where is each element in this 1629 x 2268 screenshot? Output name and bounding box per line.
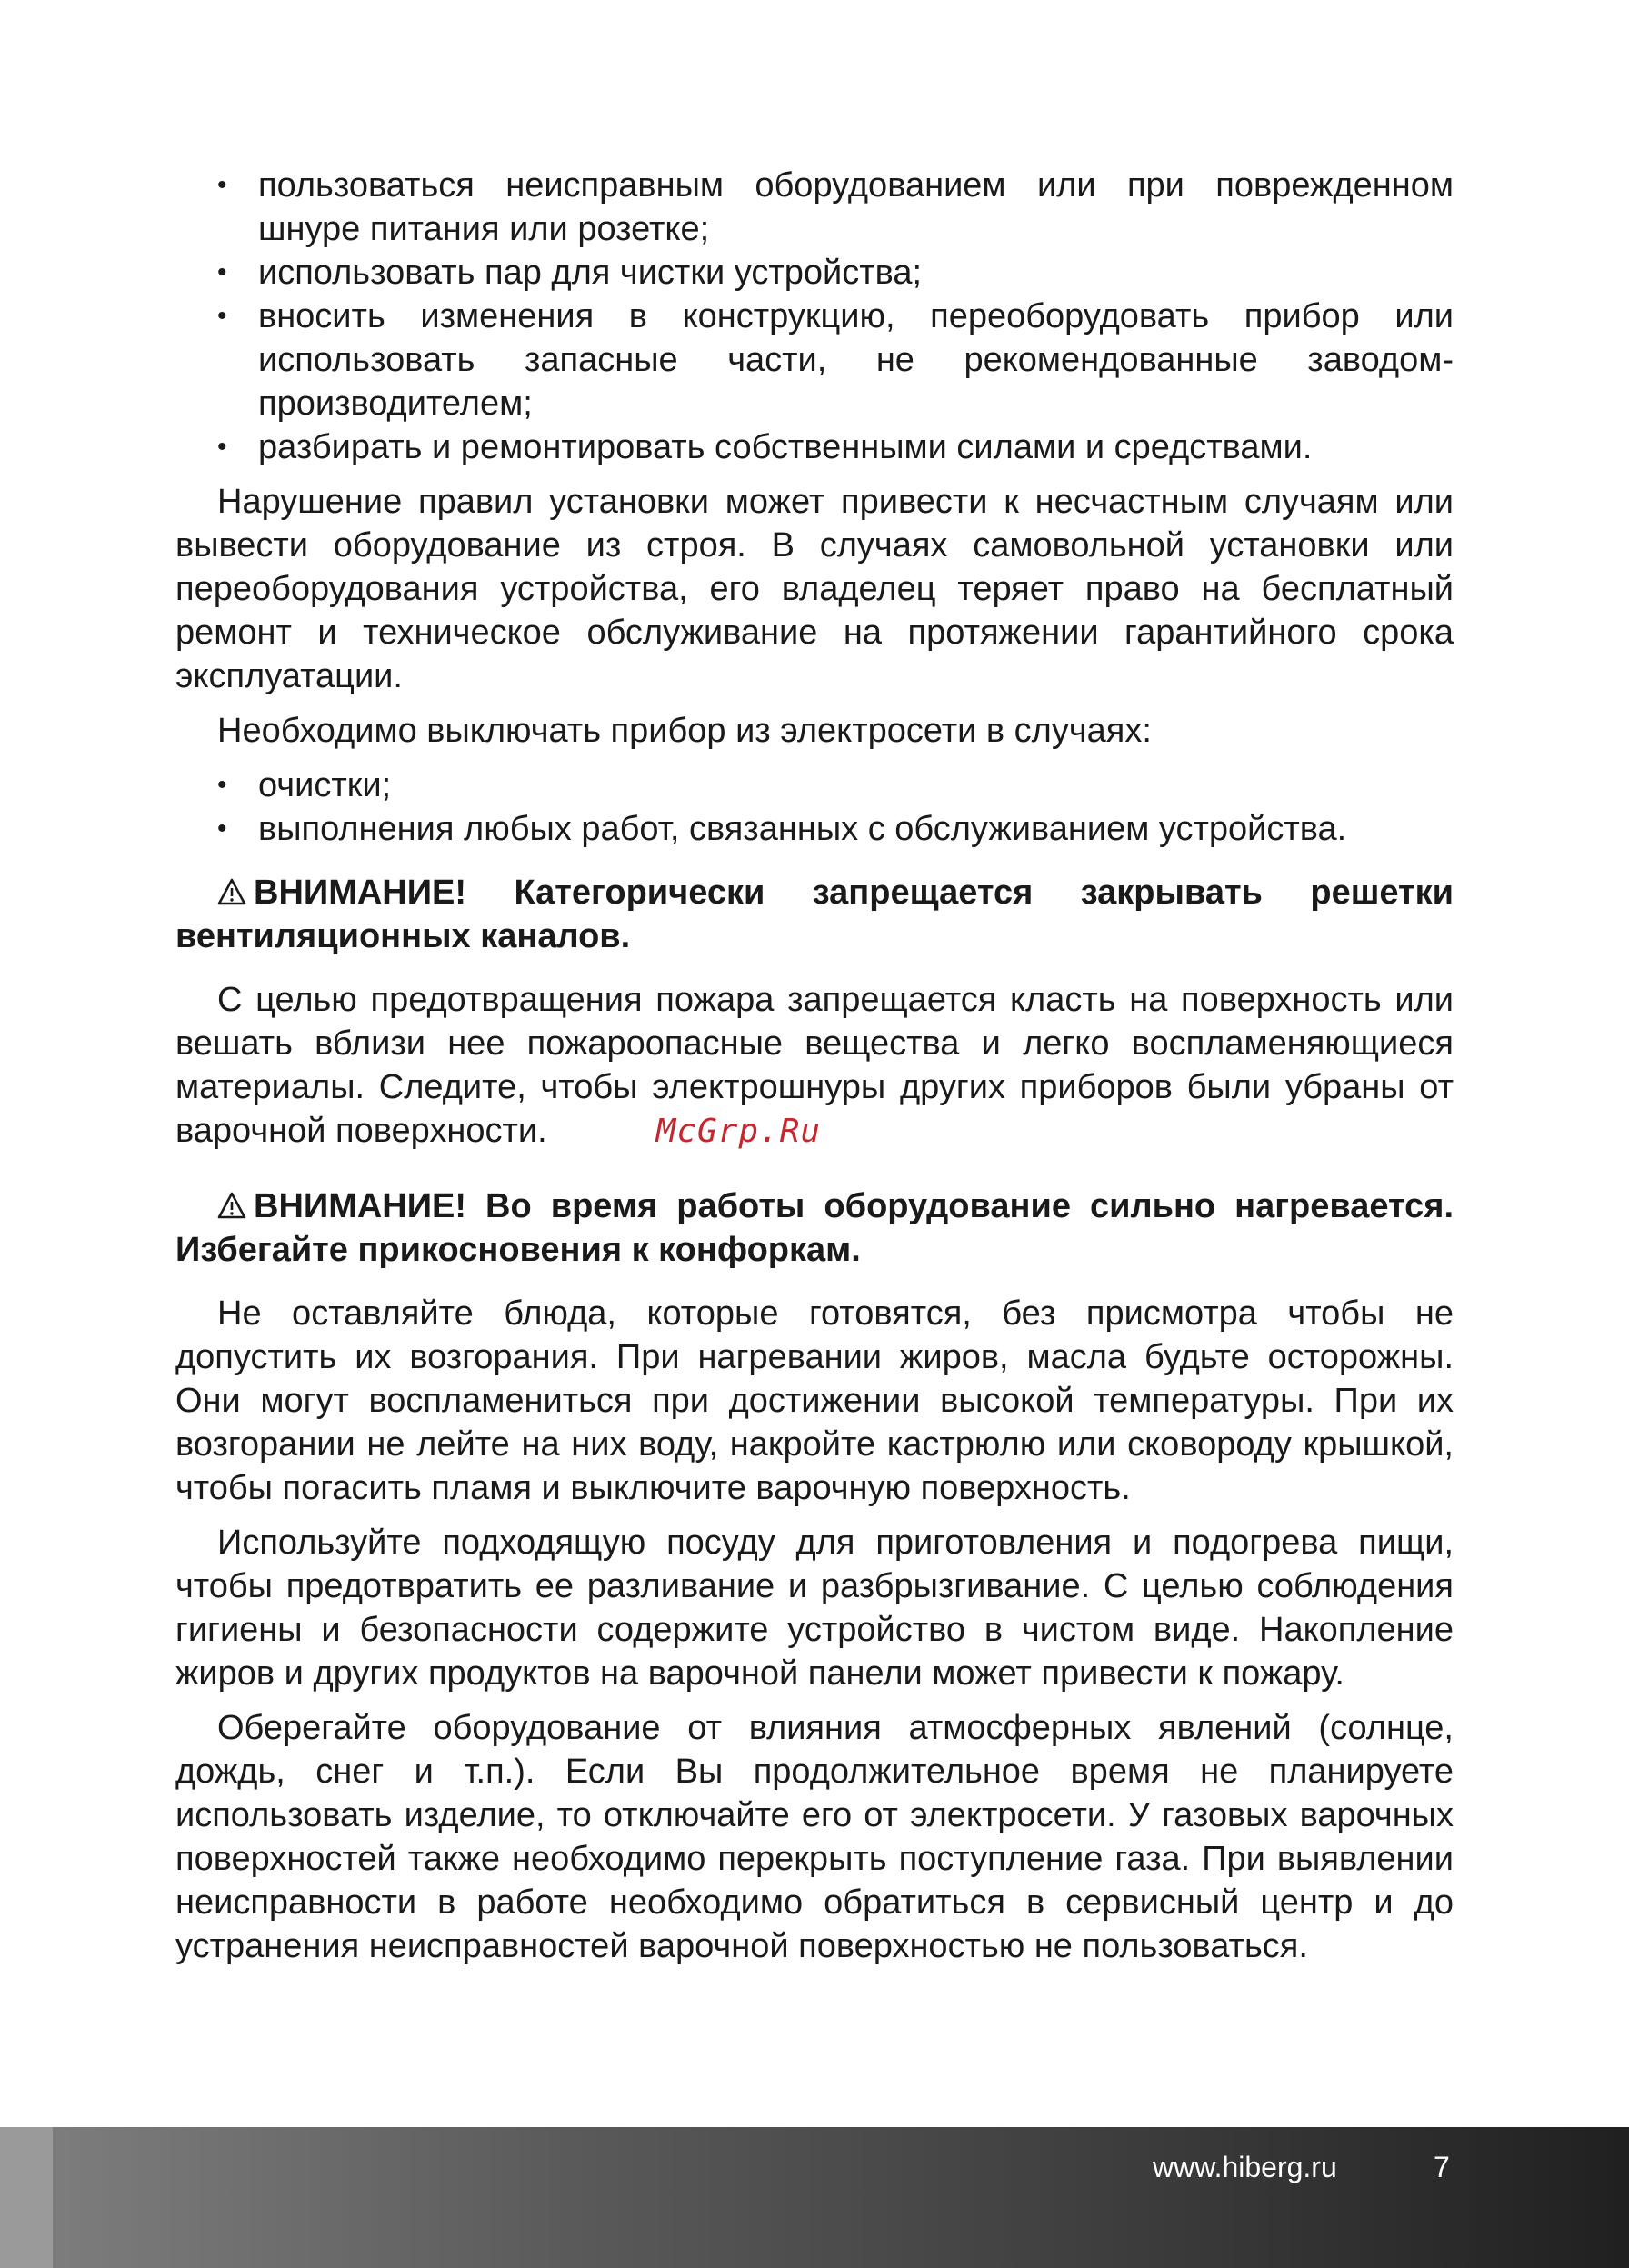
list-item (175, 807, 1454, 851)
bullet-icon: • (217, 770, 227, 800)
bullet-icon: • (217, 170, 227, 200)
list-item (175, 764, 1454, 807)
list-item-text: разбирать и ремонтировать собственными силами и средствами. (258, 428, 1313, 466)
disconnect-cases-list (175, 764, 1454, 851)
warning-triangle-icon (217, 878, 246, 905)
list-item (175, 425, 1454, 469)
warning-triangle-icon (217, 1192, 246, 1219)
paragraph-unattended: Не оставляйте блюда, которые готовятся, без присмотра чтобы не допустить их возгорания. При нагревании жиров, масла будьте осторожны. Они могут воспламениться при достижении высокой температуры. При их возгорании не лейте на них воду, накройте кастрюлю или сковороду крышкой, чтобы погасить пламя и выключите варочную поверхность. (175, 1294, 1454, 1507)
list-item (175, 251, 1454, 295)
list-item-text: пользоваться неисправным оборудованием или при поврежденном шнуре питания или розетке; (258, 166, 1454, 248)
bullet-icon: • (217, 301, 227, 331)
paragraph-weather: Оберегайте оборудование от влияния атмосферных явлений (солнце, дождь, снег и т.п.). Если Вы продолжительное время не планируете использовать изделие, то отключайте его от электросети. У газовых варочных поверхностей также необходимо перекрыть поступление газа. При выявлении неисправности в работе необходимо обратиться в сервисный центр и до устранения неисправностей варочной поверхностью не пользоваться. (175, 1709, 1454, 1965)
paragraph-violation: Нарушение правил установки может привести к несчастным случаям или вывести оборудование из строя. В случаях самовольной установки или переоборудования устройства, его владелец теряет право на бесплатный ремонт и техническое обслуживание на протяжении гарантийного срока эксплуатации. (175, 483, 1454, 695)
warning-text: ВНИМАНИЕ! Во время работы оборудование сильно нагревается. Избегайте прикосновения к конфоркам. (175, 1187, 1454, 1269)
list-item-text: очистки; (258, 766, 392, 804)
paragraph-disconnect: Необходимо выключать прибор из электросети в случаях: (217, 712, 1152, 750)
paragraph-cookware: Используйте подходящую посуду для приготовления и подогрева пищи, чтобы предотвратить ее разливание и разбрызгивание. С целью соблюдения гигиены и безопасности содержите устройство в чистом виде. Накопление жиров и других продуктов на варочной панели может привести к пожару. (175, 1524, 1454, 1693)
page-content (175, 164, 1454, 1968)
watermark: McGrp.Ru (655, 1113, 822, 1150)
warning-text: ВНИМАНИЕ! Категорически запрещается закрывать решетки вентиляционных каналов. (175, 874, 1454, 955)
list-item (175, 164, 1454, 251)
warning-heating (175, 1184, 1454, 1272)
page-footer (0, 2127, 1629, 2268)
bullet-icon: • (217, 257, 227, 287)
list-item-text: вносить изменения в конструкцию, переоборудовать прибор или использовать запасные части, не рекомендованные заводом-производителем; (258, 297, 1454, 423)
bullet-icon: • (217, 814, 227, 844)
prohibited-actions-list (175, 164, 1454, 469)
list-item (175, 295, 1454, 425)
list-item-text: использовать пар для чистки устройства; (258, 254, 923, 292)
footer-website-link[interactable]: www.hiberg.ru (1153, 2151, 1337, 2183)
paragraph-text: С целью предотвращения пожара запрещается класть на поверхность или вешать вблизи нее пожароопасные вещества и легко воспламеняющиеся материалы. Следите, чтобы электрошнуры других приборов были убраны от варочной поверхности. (175, 981, 1454, 1150)
warning-ventilation (175, 871, 1454, 958)
page-number: 7 (1434, 2151, 1450, 2183)
list-item-text: выполнения любых работ, связанных с обслуживанием устройства. (258, 810, 1347, 848)
footer-accent-strip (0, 2127, 53, 2268)
bullet-icon: • (217, 432, 227, 462)
paragraph-fire-prevention (175, 978, 1454, 1154)
